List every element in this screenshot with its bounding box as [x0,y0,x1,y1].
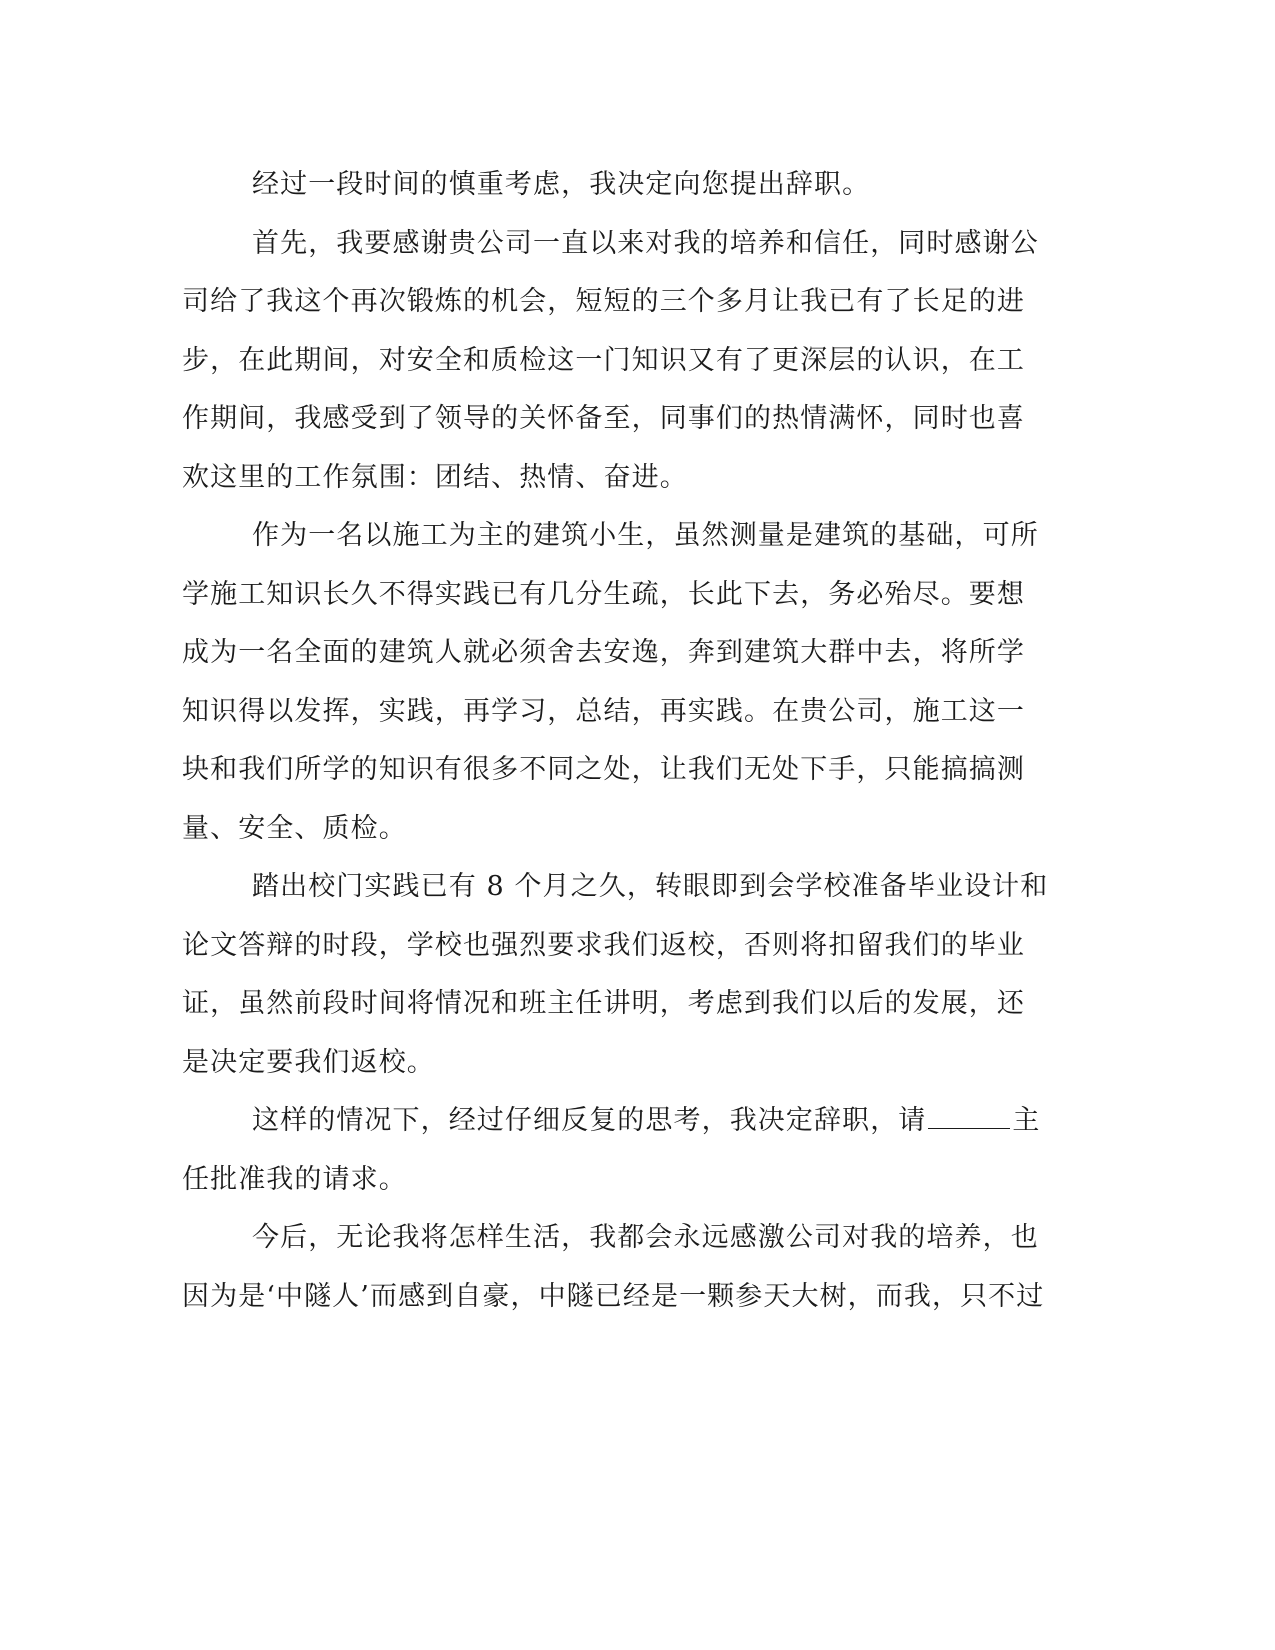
paragraph-line: 任批准我的请求。 [182,1163,407,1195]
paragraph-line: 成为一名全面的建筑人就必须舍去安逸，奔到建筑大群中去，将所学 [182,637,1025,668]
paragraph-3 [182,507,1039,858]
paragraph-line: 经过一段时间的慎重考虑，我决定向您提出辞职。 [252,169,871,200]
text-after-blank: 主 [1012,1105,1041,1136]
paragraph-1 [182,156,1030,215]
paragraph-line: 今后，无论我将怎样生活，我都会永远感激公司对我的培养，也 [252,1222,1039,1253]
paragraph-line: 步，在此期间，对安全和质检这一门知识又有了更深层的认识，在工 [182,344,1025,376]
paragraph-line: 论文答辩的时段，学校也强烈要求我们返校，否则将扣留我们的毕业 [182,929,1025,961]
paragraph-line: 欢这里的工作氛围：团结、热情、奋进。 [182,461,688,493]
paragraph-line: 知识得以发挥，实践，再学习，总结，再实践。在贵公司，施工这一 [182,695,1025,727]
paragraph-line: 因为是‘中隧人’而感到自豪，中隧已经是一颗参天大树，而我，只不过 [182,1280,1045,1312]
paragraph-line [182,1092,1041,1151]
paragraph-line: 作为一名以施工为主的建筑小生，虽然测量是建筑的基础，可所 [252,520,1039,551]
paragraph-line: 块和我们所学的知识有很多不同之处，让我们无处下手，只能搞搞测 [182,754,1025,785]
fill-in-blank [928,1106,1010,1129]
paragraph-line: 司给了我这个再次锻炼的机会，短短的三个多月让我已有了长足的进 [182,286,1025,317]
paragraph-6 [182,1209,1045,1326]
paragraph-2 [182,215,1039,508]
paragraph-line: 作期间，我感受到了领导的关怀备至，同事们的热情满怀，同时也喜 [182,403,1025,434]
paragraph-4 [182,858,1049,1092]
paragraph-line: 量、安全、质检。 [182,812,407,844]
paragraph-line: 是决定要我们返校。 [182,1046,435,1078]
paragraph-line: 证，虽然前段时间将情况和班主任讲明，考虑到我们以后的发展，还 [182,988,1025,1019]
text-before-blank: 这样的情况下，经过仔细反复的思考，我决定辞职，请 [252,1105,927,1136]
paragraph-line: 踏出校门实践已有 8 个月之久，转眼即到会学校准备毕业设计和 [252,871,1049,902]
paragraph-line: 首先，我要感谢贵公司一直以来对我的培养和信任，同时感谢公 [252,227,1039,259]
paragraph-line: 学施工知识长久不得实践已有几分生疏，长此下去，务必殆尽。要想 [182,578,1025,610]
paragraph-5 [182,1092,1041,1209]
document-body [182,156,1049,1326]
